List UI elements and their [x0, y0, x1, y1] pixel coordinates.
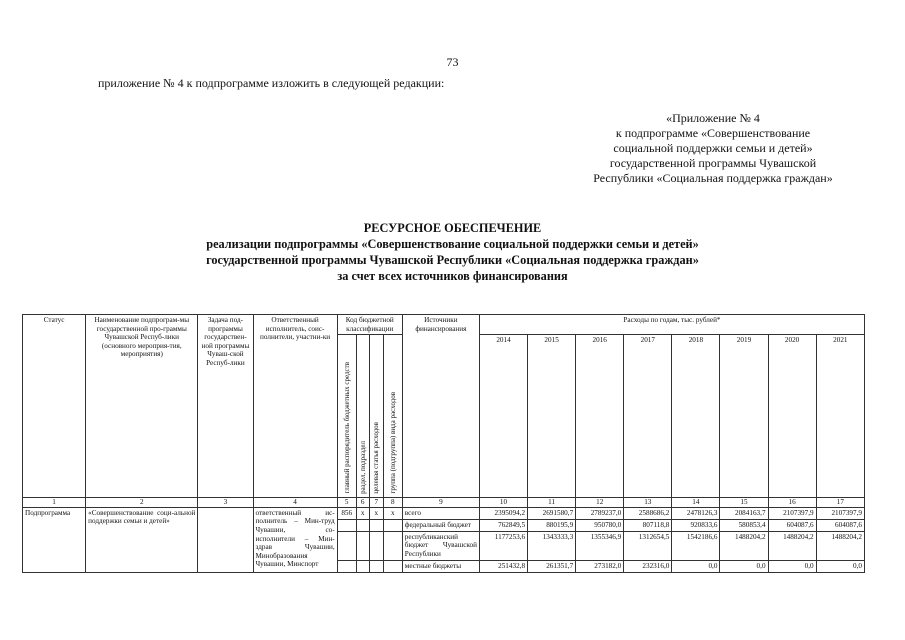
header-year: 2020: [768, 335, 816, 498]
value-cell: 2107397,9: [768, 507, 816, 519]
column-number: 9: [402, 498, 479, 508]
value-cell: 273182,0: [576, 560, 624, 572]
column-number: 5: [337, 498, 356, 508]
header-code-article: [369, 335, 383, 498]
appendix-heading: [548, 111, 878, 186]
value-cell: 2107397,9: [816, 507, 864, 519]
header-code-manager-label: главный распорядитель бюджетных средств: [342, 362, 351, 494]
table-row: [23, 507, 865, 519]
column-number: 10: [479, 498, 527, 508]
column-number: 2: [86, 498, 198, 508]
column-number: 4: [253, 498, 337, 508]
code-empty: [337, 519, 356, 531]
header-code-section-label: раздел, подраздел: [358, 440, 367, 494]
column-number: 12: [576, 498, 624, 508]
code-empty: [356, 560, 369, 572]
header-expenses: Расходы по годам, тыс. рублей*: [479, 315, 864, 335]
appendix-line: государственной программы Чувашской: [609, 156, 817, 170]
value-cell: 2084163,7: [720, 507, 768, 519]
value-cell: 1488204,2: [816, 531, 864, 560]
header-code-group: [383, 335, 402, 498]
value-cell: 0,0: [816, 560, 864, 572]
title-line: за счет всех источников финансирования: [337, 269, 568, 283]
header-name: Наименование подпрограм-мы государственной про-граммы Чувашской Респуб-лики (основного мероприя-тия, мероприятия): [86, 315, 198, 498]
value-cell: 604087,6: [816, 519, 864, 531]
appendix-line: «Приложение № 4: [666, 111, 760, 125]
code-empty: [337, 531, 356, 560]
value-cell: 580853,4: [720, 519, 768, 531]
value-cell: 1488204,2: [768, 531, 816, 560]
row-code-article: x: [369, 507, 383, 519]
row-task: [198, 507, 253, 572]
header-year: 2019: [720, 335, 768, 498]
title-line: реализации подпрограммы «Совершенствование социальной поддержки семьи и детей»: [206, 237, 699, 251]
header-year: 2015: [528, 335, 576, 498]
row-name: «Совершенствование соци-альной поддержки семьи и детей»: [86, 507, 198, 572]
source-label: всего: [402, 507, 479, 519]
header-status: Статус: [23, 315, 86, 498]
title-line: РЕСУРСНОЕ ОБЕСПЕЧЕНИЕ: [363, 221, 542, 235]
value-cell: 2588686,2: [624, 507, 672, 519]
intro-text: приложение № 4 к подпрограмме изложить в следующей редакции:: [98, 76, 445, 90]
row-executor: ответственный ис-полнитель – Мин-труд Чувашии, со-исполнители – Мин-здрав Чувашии, Минобразования Чувашии, Минспорт: [253, 507, 337, 572]
document-title: [0, 220, 905, 284]
row-status: Подпрограмма: [23, 507, 86, 572]
appendix-line: Республики «Социальная поддержка граждан»: [593, 171, 833, 185]
code-empty: [356, 519, 369, 531]
value-cell: 1542186,6: [672, 531, 720, 560]
code-empty: [369, 560, 383, 572]
value-cell: 0,0: [672, 560, 720, 572]
value-cell: 1177253,6: [479, 531, 527, 560]
value-cell: 2691580,7: [528, 507, 576, 519]
appendix-line: социальной поддержки семьи и детей»: [613, 141, 813, 155]
code-empty: [369, 531, 383, 560]
value-cell: 880195,9: [528, 519, 576, 531]
value-cell: 0,0: [720, 560, 768, 572]
code-empty: [383, 531, 402, 560]
header-year: 2014: [479, 335, 527, 498]
column-number: 13: [624, 498, 672, 508]
value-cell: 261351,7: [528, 560, 576, 572]
value-cell: 2789237,0: [576, 507, 624, 519]
value-cell: 604087,6: [768, 519, 816, 531]
code-empty: [337, 560, 356, 572]
value-cell: 0,0: [768, 560, 816, 572]
column-number: 8: [383, 498, 402, 508]
value-cell: 1343333,3: [528, 531, 576, 560]
value-cell: 950780,0: [576, 519, 624, 531]
code-empty: [356, 531, 369, 560]
header-code-section: [356, 335, 369, 498]
source-label: федеральный бюджет: [402, 519, 479, 531]
header-sources: Источники финансирования: [402, 315, 479, 498]
row-code-section: x: [356, 507, 369, 519]
value-cell: 1488204,2: [720, 531, 768, 560]
value-cell: 762849,5: [479, 519, 527, 531]
column-number: 14: [672, 498, 720, 508]
value-cell: 2395094,2: [479, 507, 527, 519]
column-number: 1: [23, 498, 86, 508]
code-empty: [383, 560, 402, 572]
header-code-group-label: группа (подгруппа) вида расходов: [388, 392, 397, 494]
value-cell: 1355346,9: [576, 531, 624, 560]
column-number: 16: [768, 498, 816, 508]
column-number: 6: [356, 498, 369, 508]
header-executor: Ответственный исполнитель, соис-полнители, участни-ки: [253, 315, 337, 498]
resource-table: [22, 314, 865, 573]
row-code-group: x: [383, 507, 402, 519]
header-budget-code: Код бюджетной классификации: [337, 315, 402, 335]
header-code-article-label: целевая статья расходов: [372, 421, 381, 494]
header-code-manager: [337, 335, 356, 498]
value-cell: 251432,8: [479, 560, 527, 572]
column-number: 11: [528, 498, 576, 508]
column-number: 7: [369, 498, 383, 508]
header-year: 2017: [624, 335, 672, 498]
title-line: государственной программы Чувашской Республики «Социальная поддержка граждан»: [206, 253, 699, 267]
header-year: 2018: [672, 335, 720, 498]
header-year: 2021: [816, 335, 864, 498]
source-label: республиканский бюджет Чувашской Республики: [402, 531, 479, 560]
source-label: местные бюджеты: [402, 560, 479, 572]
appendix-line: к подпрограмме «Совершенствование: [615, 126, 811, 140]
column-number-row: [23, 498, 865, 508]
column-number: 17: [816, 498, 864, 508]
page-number: 73: [446, 55, 459, 69]
value-cell: 1312654,5: [624, 531, 672, 560]
header-task: Задача под-программы государствен-ной программы Чуваш-ской Респуб-лики: [198, 315, 253, 498]
value-cell: 920833,6: [672, 519, 720, 531]
code-empty: [369, 519, 383, 531]
value-cell: 807118,8: [624, 519, 672, 531]
column-number: 15: [720, 498, 768, 508]
header-year: 2016: [576, 335, 624, 498]
column-number: 3: [198, 498, 253, 508]
value-cell: 2478126,3: [672, 507, 720, 519]
code-empty: [383, 519, 402, 531]
row-code-manager: 856: [337, 507, 356, 519]
value-cell: 232316,0: [624, 560, 672, 572]
